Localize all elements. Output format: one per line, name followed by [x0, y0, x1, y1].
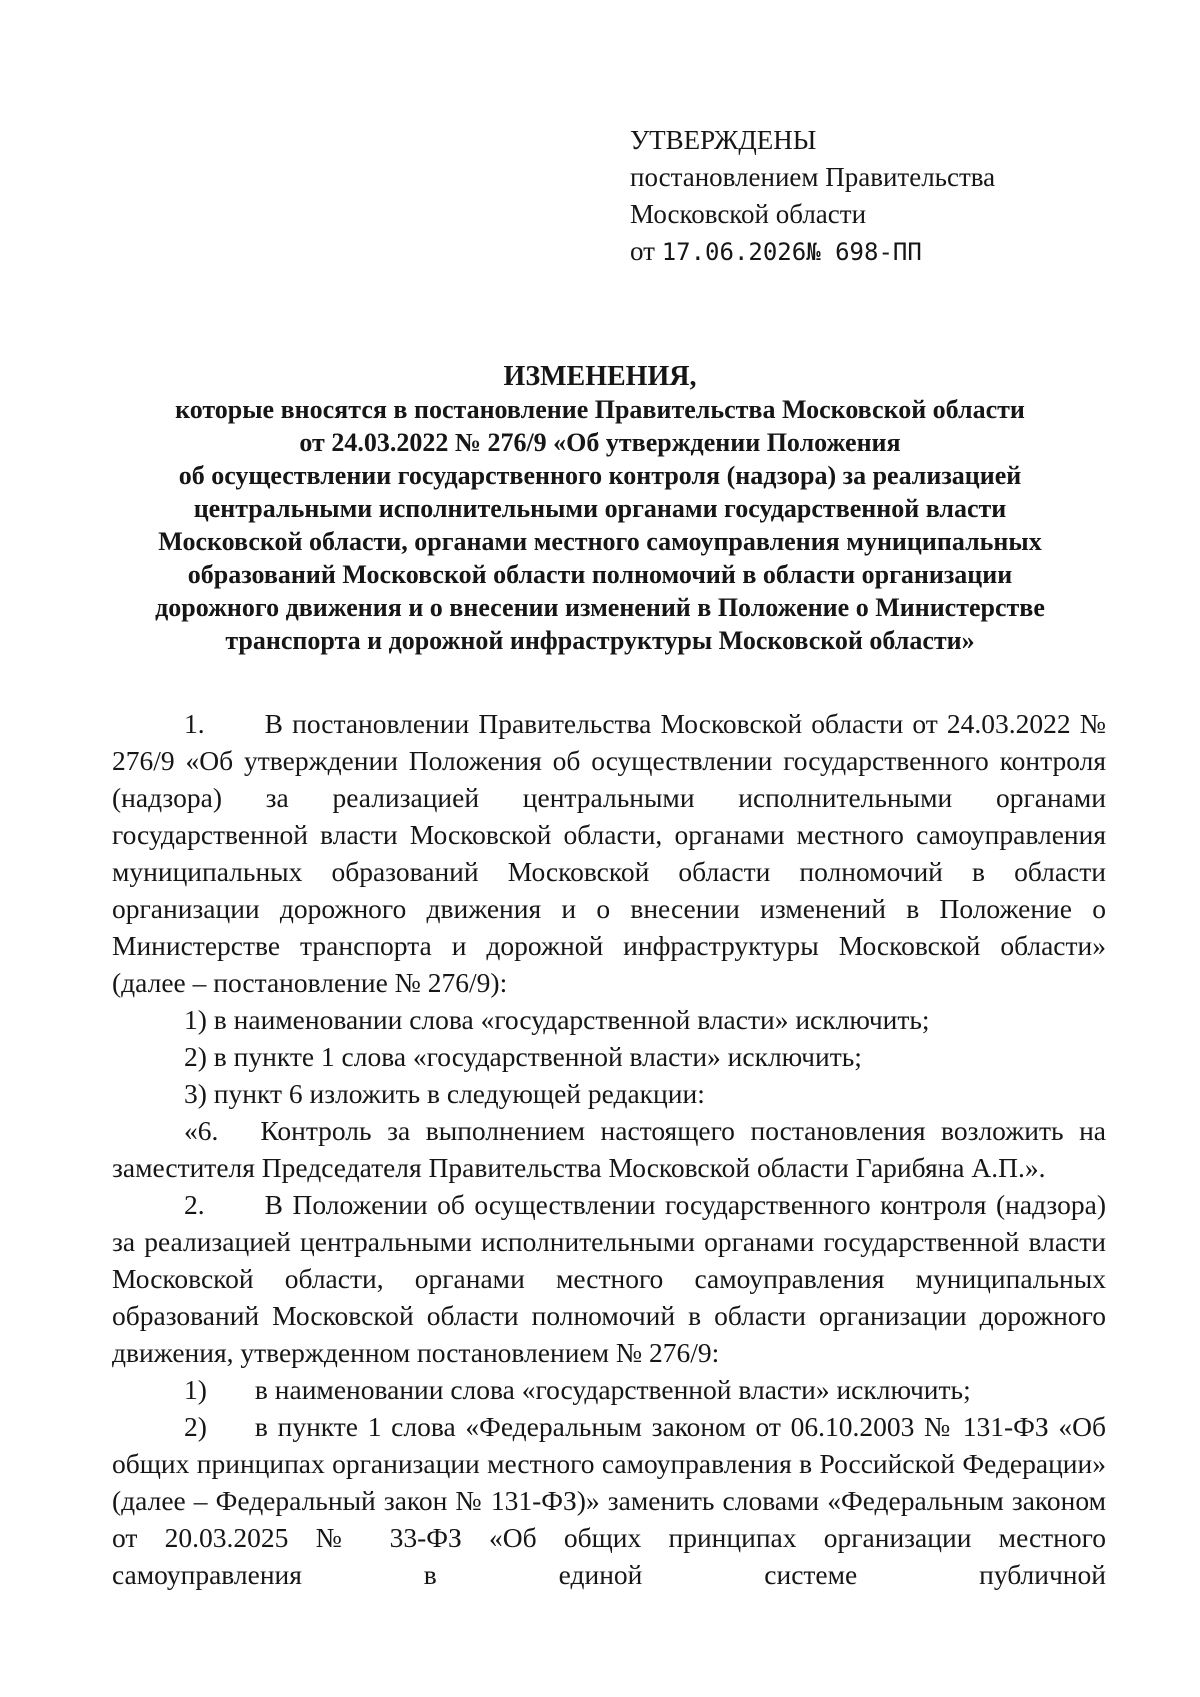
paragraph-2-item-1-number: 1) [184, 1374, 207, 1405]
paragraph-2-item-2-text: в пункте 1 слова «Федеральным законом от 06.10.2003 № 131-ФЗ «Об общих принципах организации местного самоуправления в Российской Федерации» (далее – Федеральный закон № 131-ФЗ)» заменить словами «Федеральным законом от 20.03.2025 № 33-ФЗ «Об общих принципах организации местного самоуправления в единой системе публичной [112, 1411, 1106, 1590]
paragraph-2-item-1 [112, 1371, 1106, 1408]
title-line: от 24.03.2022 № 276/9 «Об утверждении Положения [299, 428, 901, 457]
paragraph-1-item: 1) в наименовании слова «государственной власти» исключить; [184, 1004, 930, 1035]
title-line: образований Московской области полномочий в области организации [187, 560, 1013, 589]
paragraph-2-number: 2. [184, 1189, 205, 1220]
document-title [110, 360, 1090, 657]
paragraph-1-number: 1. [184, 708, 205, 739]
document-body [112, 705, 1106, 1593]
paragraph-1-text: В постановлении Правительства Московской области от 24.03.2022 № 276/9 «Об утверждении Положения об осуществлении государственного контроля (надзора) за реализацией центральными исполнительными органами государственной власти Московской области, органами местного самоуправления муниципальных образований Московской области полномочий в области организации дорожного движения и о внесении изменений в Положение о Министерстве транспорта и дорожной инфраструктуры Московской области» (далее – постановление № 276/9): [112, 708, 1106, 998]
quoted-clause [112, 1112, 1106, 1186]
title-line: Московской области, органами местного самоуправления муниципальных [158, 527, 1042, 556]
title-line: которые вносятся в постановление Правительства Московской области [175, 395, 1025, 424]
title-heading: ИЗМЕНЕНИЯ, [503, 361, 697, 392]
paragraph-1-item: 2) в пункте 1 слова «государственной власти» исключить; [184, 1041, 862, 1072]
title-line: об осуществлении государственного контроля (надзора) за реализацией [178, 461, 1022, 490]
title-line: центральными исполнительными органами государственной власти [193, 494, 1007, 523]
approval-line-region: Московской области [630, 199, 867, 229]
paragraph-2-item-2-number: 2) [184, 1411, 207, 1442]
quoted-clause-text: Контроль за выполнением настоящего постановления возложить на заместителя Председателя Правительства Московской области Гарибяна А.П.». [112, 1115, 1106, 1183]
approval-date: 17.06.2026 [661, 238, 807, 266]
quoted-clause-number: «6. [184, 1115, 219, 1146]
approval-date-prefix: от [630, 236, 655, 266]
approval-stamp [630, 122, 995, 271]
approval-number: № 698-ПП [806, 238, 922, 266]
paragraph-1-item: 3) пункт 6 изложить в следующей редакции: [184, 1078, 705, 1109]
paragraph-2 [112, 1186, 1106, 1371]
paragraph-1 [112, 705, 1106, 1001]
approval-date-line [630, 233, 995, 271]
paragraph-2-item-1-text: в наименовании слова «государственной власти» исключить; [254, 1374, 971, 1405]
paragraph-2-text: В Положении об осуществлении государственного контроля (надзора) за реализацией центральными исполнительными органами государственной власти Московской области, органами местного самоуправления муниципальных образований Московской области полномочий в области организации дорожного движения, утвержденном постановлением № 276/9: [112, 1189, 1106, 1368]
title-line: транспорта и дорожной инфраструктуры Московской области» [225, 626, 975, 655]
approval-title: УТВЕРЖДЕНЫ [630, 125, 817, 155]
paragraph-2-item-2 [112, 1408, 1106, 1593]
approval-line-resolution: постановлением Правительства [630, 162, 996, 192]
title-line: дорожного движения и о внесении изменений в Положение о Министерстве [155, 593, 1045, 622]
